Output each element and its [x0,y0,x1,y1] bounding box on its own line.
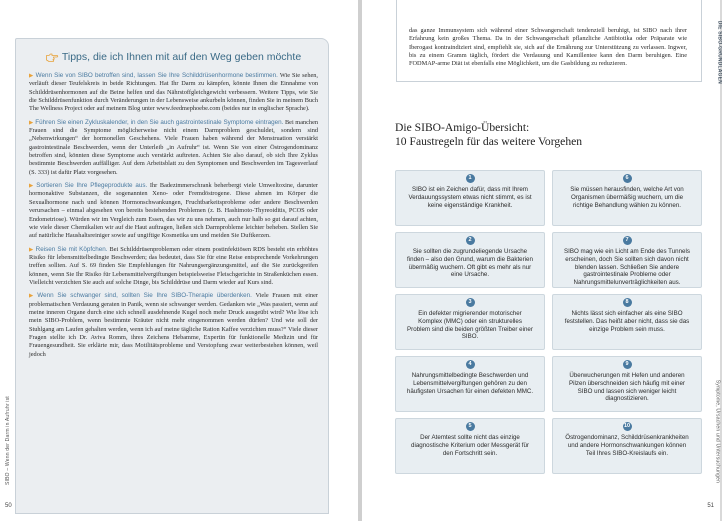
arrow-icon: ▶ [29,119,34,126]
rule-number: 3 [466,298,475,307]
tip-heading: Sortieren Sie Ihre Pflegeprodukte aus. [36,182,148,190]
tip-body: Ihr Badezimmerschrank beherbergt viele Umweltoxine, darunter hormonaktive Substanzen, die sogenannten Xeno- oder Fremdöstrogene. Diese ahmen im Körper die Sexualhormone nach und können Hormonschwankungen, Fruchtbarkeitsprobleme oder andere Beschwerden verursachen – einmal abgesehen von bereits bestehenden Problemen (z. B. Hashimoto-Thyreoiditis, PCOS oder Endometriose). Würden wir im Vergleich zum Essen, das wir zu uns nehmen, auch nur halb so gut darauf achten, wie viele dieser Chemikalien wir auf die Haut auftragen, ließen sich Darmprobleme leichter beheben. Stellen Sie auf natürliche Haushaltsreiniger sowie auf ungiftige Kosmetika um und meiden Sie Duftkerzen. [29,182,319,240]
rule-card-5 [395,418,545,474]
rule-text: Sie müssen herausfinden, welche Art von Organismen übermäßig wuchern, um die richtige Behandlung wählen zu können. [570,186,684,209]
rule-card-10 [552,418,702,474]
rule-number: 6 [623,174,632,183]
tip-paragraph [29,292,318,359]
tip-body: Bei Schilddrüsenproblemen oder einem postinfektiösen RDS besteht ein erhöhtes Risiko für lebensmittelbedingte Beschwerden; das bedeutet, dass Sie für eine Reise entsprechende Vorkehrungen treffen sollten. Auf S. 69 finden Sie Empfehlungen für Nahrungsergänzungsmittel, auf die Sie zurückgreifen können, wenn Sie Ihr Risiko für Lebensmittelvergiftungen beispielsweise Fleischgerichte in Straßenküchen essen. Vielleicht verzichten Sie auch auf solche Dinge, bis Schilddrüse und Darm wieder auf Kurs sind. [29,245,319,286]
rule-card-4 [395,356,545,412]
rule-text: Ein defekter migrierender motorischer Komplex (MMC) oder ein strukturelles Problem sind die beiden größten Treiber einer SIBO. [407,310,533,341]
rule-text: Sie sollten die zugrundeliegende Ursache finden – also den Grund, warum die Bakterien übermäßig wuchern. Oft gibt es mehr als nur eine Ursache. [407,248,533,279]
running-head-right-top: DIE SIBO-GRUNDLAGEN [716,20,722,84]
rule-card-7 [552,232,702,288]
tip-body: Bei manchen Frauen sind die Symptome möglicherweise nicht einem Darmproblem geschuldet, sondern sind „Nebenwirkungen“ der hormonellen Geschehens. Viele Frauen haben während der Menstruation verstärkt gastrointestinale Beschwerden, wenn der Unterleib „in Aufruhr“ ist. Wenn Sie von einer Östrogendominanz betroffen sind, könnten diese Symptome auch verstärkt auftreten. Achten Sie also darauf, ob sich Ihre Zyklus bestimmte Beschwerden auffälliger. Auf dem Arbeitsblatt zu den Symptomen und Beschwerden im Tagesverlauf (S. 333) ist dafür Platz vorgesehen. [29,118,319,176]
rule-card-1 [395,170,545,226]
tip-paragraph [29,182,318,240]
tip-heading: Wenn Sie von SIBO betroffen sind, lassen Sie Ihre Schilddrüsenhormone bestimmen. [35,72,278,79]
rule-text: Der Atemtest sollte nicht das einzige diagnostische Kriterium oder Messgerät für den Fortschritt sein. [411,434,529,457]
arrow-icon: ▶ [29,293,36,300]
rule-text: Überwucherungen mit Hefen und anderen Pilzen überschneiden sich häufig mit einer SIBO und lassen sich weniger leicht diagnostizieren. [569,372,685,403]
tip-heading: Wenn Sie schwanger sind, sollten Sie Ihre SIBO-Therapie überdenken. [37,292,252,300]
tip-paragraph [29,72,318,114]
tips-title [29,51,318,63]
rule-text: SIBO ist ein Zeichen dafür, dass mit Ihrem Verdauungssystem etwas nicht stimmt, es ist keine eigenständige Krankheit. [408,186,532,209]
rule-number: 7 [623,236,632,245]
page-number-left: 50 [5,503,12,509]
rule-number: 4 [466,360,475,369]
arrow-icon: ▶ [29,73,34,79]
tip-heading: Reisen Sie mit Köpfchen. [35,245,108,253]
rule-number: 9 [623,360,632,369]
right-page [362,0,720,521]
rule-number: 1 [466,174,475,183]
rule-card-8 [552,294,702,350]
rule-card-3 [395,294,545,350]
rule-number: 5 [466,422,475,431]
running-head-left: SIBO – Wenn der Darm in Aufruhr ist [5,396,11,485]
tip-heading: Führen Sie einen Zykluskalender, in den Sie auch gastrointestinale Symptome eintragen. [35,118,284,126]
tip-paragraph [29,246,318,288]
rule-card-2 [395,232,545,288]
rule-text: Nichts lässt sich einfacher als eine SIBO feststellen. Das heißt aber nicht, dass sie das einzige Problem sein muss. [564,310,690,333]
continued-box-text: das ganze Immunsystem sich während einer Schwangerschaft tendenziell beruhigt, ist SIBO nach ihrer Erfahrung kein großes Thema. Da in der Schwangerschaft pflanzliche Antibiotika oder Präparate wie Iberogast kontraindiziert sind, empfiehlt sie, sich auf die Ernährung zur Unterstützung zu verlassen. Ingwer, bis zu einem Gramm täglich, fördert die Verdauung und Kamillentee kann den Darm beruhigen. Eine FODMAP-arme Diät ist ebenfalls eine Möglichkeit, um die Gasbildung zu reduzieren. [409,27,687,68]
arrow-icon: ▶ [29,246,34,253]
continued-box [396,0,702,82]
rule-card-9 [552,356,702,412]
rule-card-6 [552,170,702,226]
page-number-right: 51 [707,503,714,509]
pointing-hand-icon [46,53,58,61]
overview-title-line-2: 10 Faustregeln für das weitere Vorgehen [395,135,583,148]
rule-number: 2 [466,236,475,245]
rule-number: 8 [623,298,632,307]
tip-body: Viele Frauen mit einer problematischen Verdauung geraten in Panik, wenn sie schwanger werden. Gedanken wie „Was passiert, wenn auf meine inneren Organe durch eine sich schnell ausdehnende Kugel noch mehr Druck ausgeübt wird? Wie löse ich mein SIBO-Problem, wenn bestimmte Kräuter nicht mehr eingenommen werden dürfen? Und wie soll der Stuhlgang am Laufen gehalten werden, wenn ich auf meine tägliche Ration Kaffee verzichten muss?“ Viele dieser Fragen stellte ich Dr. Aviva Romm, ihres Zeichens Hebamme, Expertin für funktionelle Medizin und für Frauengesundheit. Sie erklärte mir, dass Motilitätsprobleme und Verstopfung zwar weiterbestehen können, weil jedoch [29,292,318,358]
tips-box [15,38,329,514]
running-head-right-bottom: Symptome, Ursachen und Untersuchungen [714,379,720,483]
rule-number: 10 [623,423,631,429]
left-page [0,0,358,521]
tip-paragraph [29,119,318,177]
tip-body: Wie Sie sehen, verläuft dieser Teufelskreis in beide Richtungen. Hat Ihr Darm zu kämpfen, könnte Ihnen die Einnahme von Schilddrüsenhormonen auf die Beine helfen und das Nährstoffgleichgewicht verbessern. Weitere Tipps, wie Sie die Schilddrüsenfunktion durch Veränderungen in der Lebensweise ankurbeln können, finden Sie in meinem Buch The Wellness Project oder auf meinem Blog unter www.feedmephoebe.com (beides nur in englischer Sprache). [29,72,319,113]
arrow-icon: ▶ [29,183,35,190]
overview-title [395,121,582,149]
rules-grid [395,170,702,474]
rule-text: Östrogendominanz, Schilddrüsenkrankheiten und andere Hormonschwankungen können Teil Ihres SIBO-Kreislaufs ein. [565,434,689,457]
rule-text: SIBO mag wie ein Licht am Ende des Tunnels erscheinen, doch Sie sollten sich davon nicht blenden lassen. Schließen Sie andere gastrointestinale Probleme oder Nahrungsmittelunverträglichkeiten aus. [564,248,690,287]
rule-text: Nahrungsmittelbedingte Beschwerden und Lebensmittelvergiftungen gehören zu den häufigsten Ursachen für einen defekten MMC. [406,372,534,395]
tips-title-text: Tipps, die ich Ihnen mit auf den Weg geben möchte [61,51,302,63]
overview-title-line-1: Die SIBO-Amigo-Übersicht: [395,121,530,134]
